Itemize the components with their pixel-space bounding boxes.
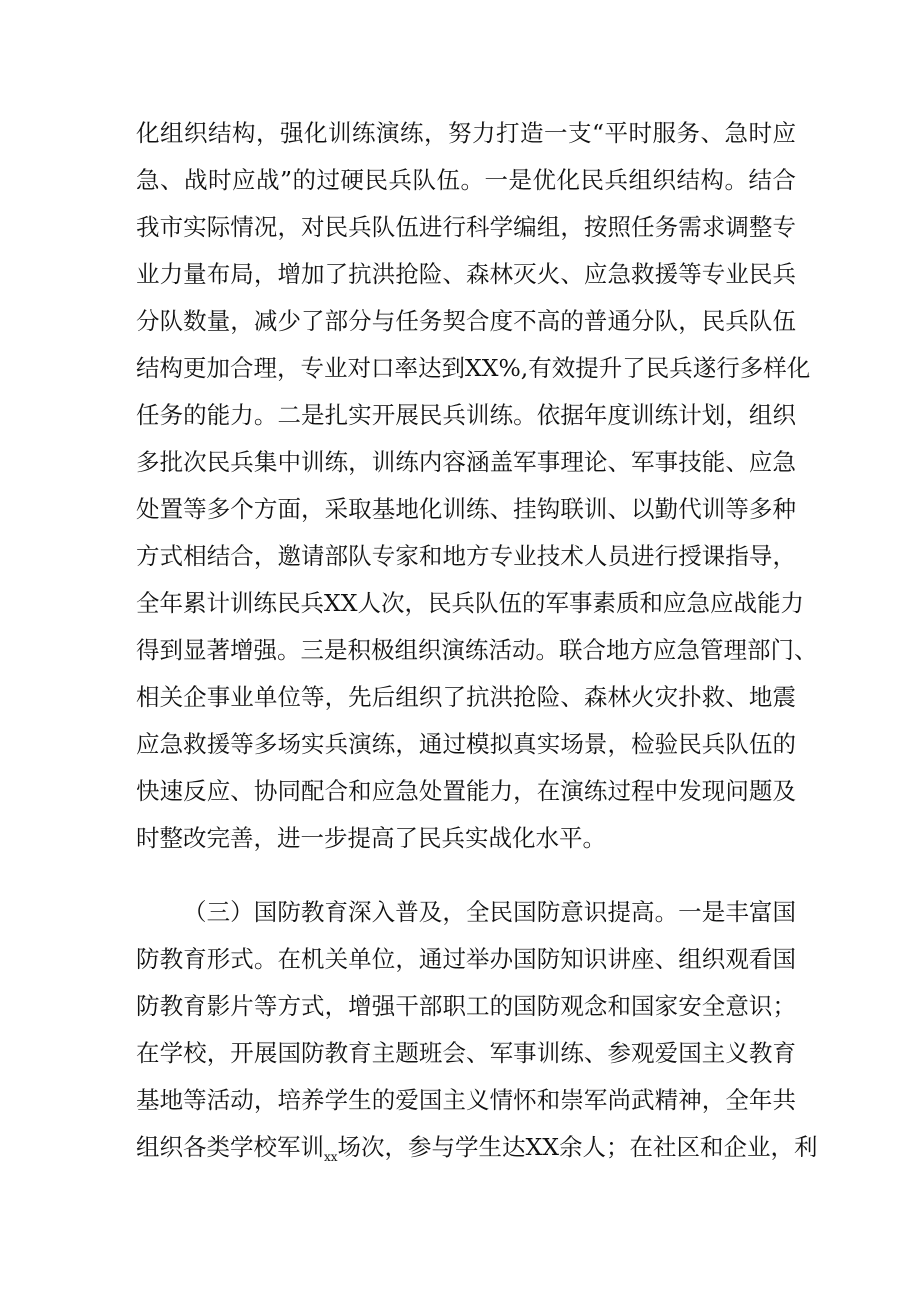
text-segment: 场次，参与学生达XX余人；在社区和企业，利: [337, 1133, 818, 1161]
text-line: 分队数量，减少了部分与任务契合度不高的普通分队，民兵队伍: [136, 307, 796, 335]
text-line: 结构更加合理，专业对口率达到XX%,有效提升了民兵遂行多样化: [136, 354, 811, 382]
text-line: 业力量布局，增加了抗洪抢险、森林灭火、应急救援等专业民兵: [136, 260, 796, 288]
text-line: 基地等活动，培养学生的爱国主义情怀和崇军尚武精神，全年共: [136, 1086, 796, 1114]
text-line: [136, 1127, 818, 1167]
text-line: 全年累计训练民兵XX人次，民兵队伍的军事素质和应急应战能力: [136, 589, 804, 617]
text-line: 任务的能力。二是扎实开展民兵训练。依据年度训练计划，组织: [136, 401, 796, 429]
text-line: 快速反应、协同配合和应急处置能力，在演练过程中发现问题及: [136, 777, 796, 805]
text-line: 得到显著增强。三是积极组织演练活动。联合地方应急管理部门、: [136, 636, 818, 664]
text-line: 在学校，开展国防教育主题班会、军事训练、参观爱国主义教育: [136, 1039, 796, 1067]
text-line: 化组织结构，强化训练演练，努力打造一支“平时服务、急时应: [136, 119, 796, 147]
paragraph-end-line: 时整改完善，进一步提高了民兵实战化水平。: [136, 824, 606, 852]
text-line: 方式相结合，邀请部队专家和地方专业技术人员进行授课指导，: [136, 542, 796, 570]
text-line: 多批次民兵集中训练，训练内容涵盖军事理论、军事技能、应急: [136, 448, 796, 476]
text-line: 应急救援等多场实兵演练，通过模拟真实场景，检验民兵队伍的: [136, 730, 796, 758]
section-heading-line: （三）国防教育深入普及，全民国防意识提高。一是丰富国: [183, 898, 796, 926]
text-line: 我市实际情况，对民兵队伍进行科学编组，按照任务需求调整专: [136, 213, 796, 241]
subscript-placeholder: xx: [324, 1150, 338, 1164]
text-line: 急、战时应战”的过硬民兵队伍。一是优化民兵组织结构。结合: [136, 166, 796, 194]
text-line: 处置等多个方面，采取基地化训练、挂钩联训、以勤代训等多种: [136, 495, 796, 523]
text-line: 防教育形式。在机关单位，通过举办国防知识讲座、组织观看国: [136, 945, 796, 973]
text-line: 防教育影片等方式，增强干部职工的国防观念和国家安全意识；: [136, 992, 796, 1020]
text-segment: 组织各类学校军训: [136, 1133, 324, 1161]
text-line: 相关企事业单位等，先后组织了抗洪抢险、森林火灾扑救、地震: [136, 683, 796, 711]
